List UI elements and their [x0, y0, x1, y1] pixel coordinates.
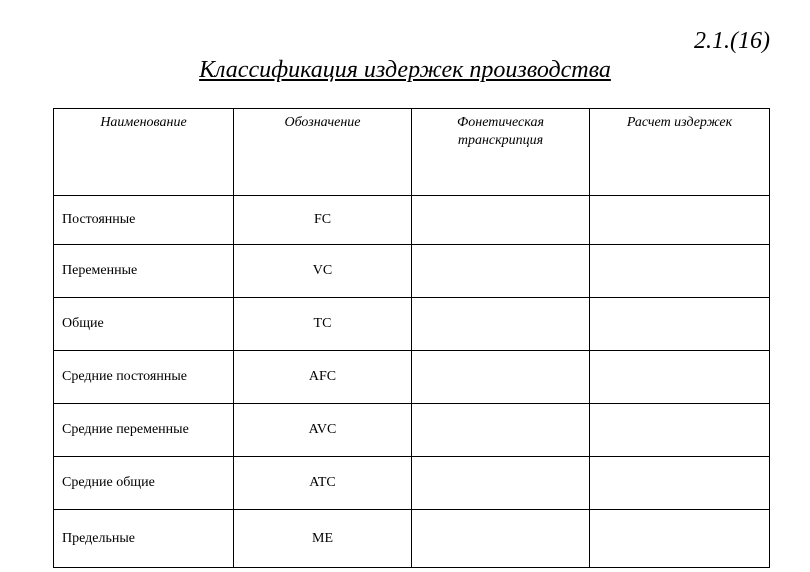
table-row [54, 404, 770, 457]
header-name: Наименование [54, 109, 234, 196]
row-calculation [590, 245, 770, 298]
table-header-row [54, 109, 770, 196]
row-transcription [412, 457, 590, 510]
row-name: Предельные [54, 510, 234, 568]
row-calculation [590, 510, 770, 568]
row-symbol: VC [234, 245, 412, 298]
row-name: Средние общие [54, 457, 234, 510]
row-transcription [412, 351, 590, 404]
table-row [54, 457, 770, 510]
row-symbol: TC [234, 298, 412, 351]
table-row [54, 245, 770, 298]
row-transcription [412, 510, 590, 568]
row-transcription [412, 245, 590, 298]
row-calculation [590, 298, 770, 351]
table-row [54, 298, 770, 351]
header-calculation: Расчет издержек [590, 109, 770, 196]
table-row [54, 510, 770, 568]
row-symbol: ME [234, 510, 412, 568]
row-calculation [590, 457, 770, 510]
row-symbol: FC [234, 196, 412, 245]
slide-number: 2.1.(16) [694, 28, 770, 54]
row-transcription [412, 196, 590, 245]
row-symbol: AFC [234, 351, 412, 404]
page-title: Классификация издержек производства [199, 57, 611, 83]
header-transcription: Фонетическая транскрипция [412, 109, 590, 196]
row-name: Переменные [54, 245, 234, 298]
row-calculation [590, 196, 770, 245]
row-symbol: AVC [234, 404, 412, 457]
header-symbol: Обозначение [234, 109, 412, 196]
table-row [54, 351, 770, 404]
table-row [54, 196, 770, 245]
row-transcription [412, 404, 590, 457]
row-name: Средние переменные [54, 404, 234, 457]
row-calculation [590, 351, 770, 404]
row-name: Средние постоянные [54, 351, 234, 404]
cost-classification-table [53, 108, 770, 568]
row-name: Постоянные [54, 196, 234, 245]
row-transcription [412, 298, 590, 351]
row-symbol: ATC [234, 457, 412, 510]
row-calculation [590, 404, 770, 457]
row-name: Общие [54, 298, 234, 351]
